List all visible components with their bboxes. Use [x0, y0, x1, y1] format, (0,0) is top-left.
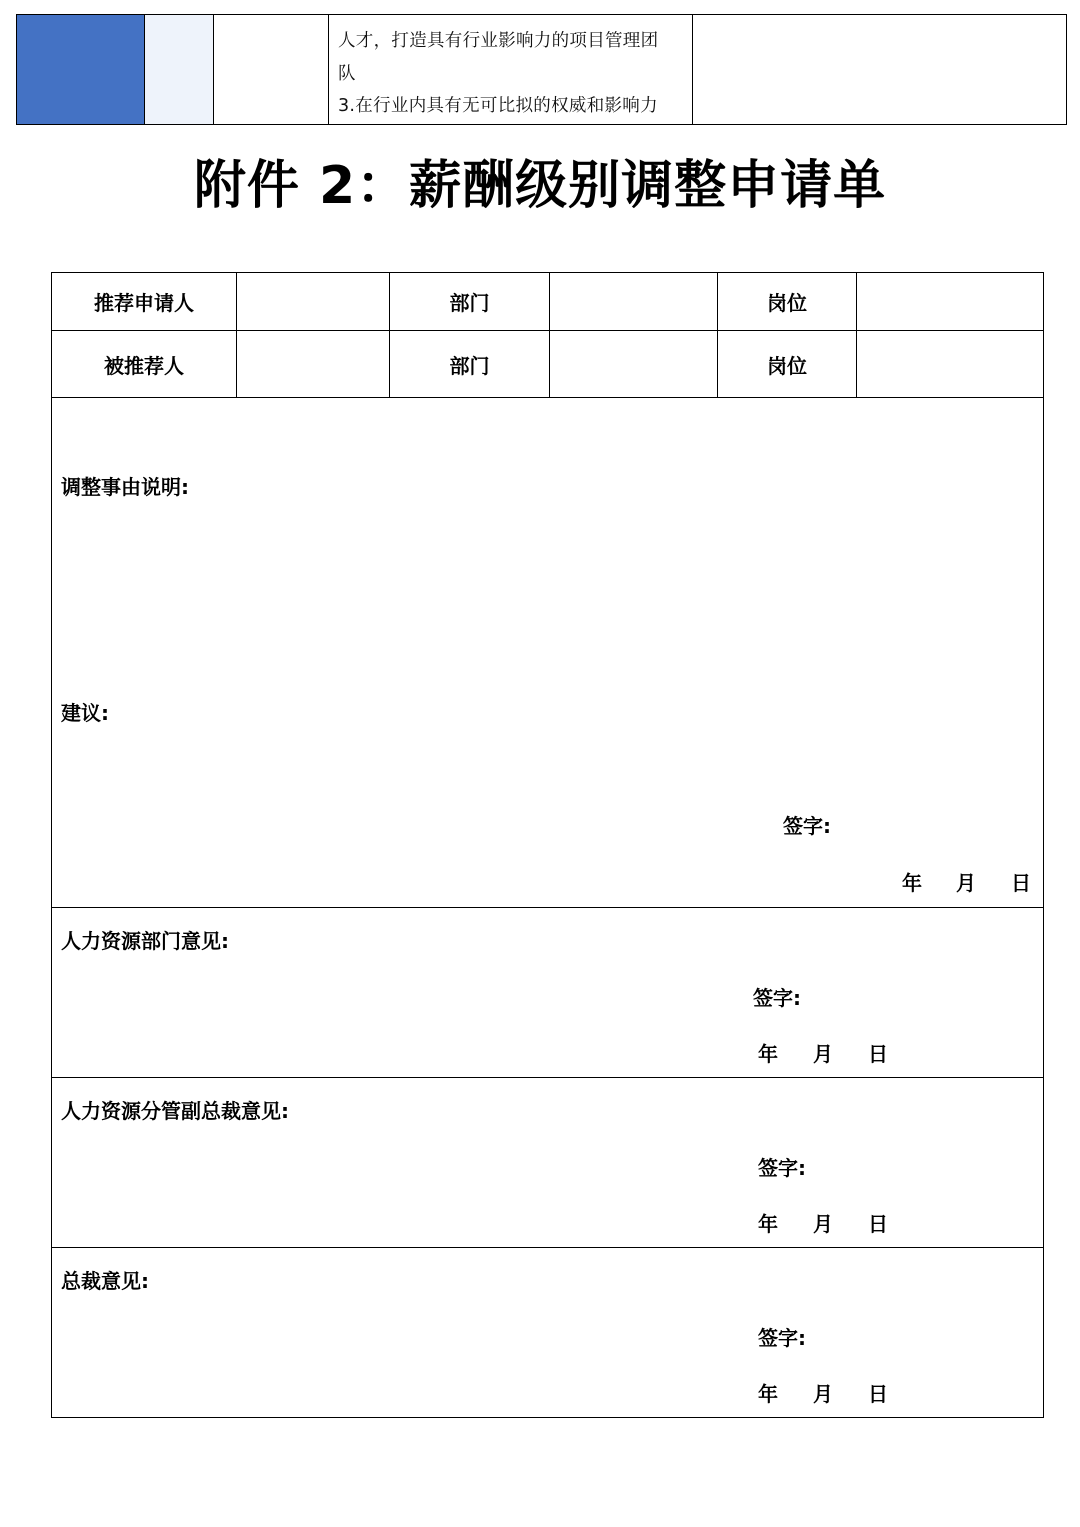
department-label: 部门: [390, 331, 550, 398]
year-label: 年: [758, 1212, 778, 1236]
suggestion-label: 建议:: [61, 701, 109, 725]
department-label: 部门: [390, 273, 550, 331]
recommended-row: [52, 331, 1044, 398]
month-label: 月: [813, 1212, 833, 1236]
recommender-label: 推荐申请人: [52, 273, 237, 331]
page-title: 附件 2：薪酬级别调整申请单: [193, 156, 887, 216]
month-label: 月: [813, 1382, 833, 1406]
recommended-department-field[interactable]: [550, 331, 718, 398]
date-line: [758, 1378, 893, 1406]
signature-label: 签字:: [753, 986, 801, 1010]
day-label: 日: [868, 1212, 888, 1236]
recommended-label: 被推荐人: [52, 331, 237, 398]
recommended-name-field[interactable]: [237, 331, 390, 398]
recommender-row: [52, 273, 1044, 331]
day-label: 日: [868, 1382, 888, 1406]
position-label: 岗位: [718, 273, 857, 331]
month-label: 月: [956, 871, 976, 895]
recommender-position-field[interactable]: [857, 273, 1044, 331]
empty-cell: [693, 15, 1067, 125]
year-label: 年: [758, 1382, 778, 1406]
recommender-name-field[interactable]: [237, 273, 390, 331]
hr-dept-section: [52, 908, 1044, 1078]
ceo-opinion-field[interactable]: [52, 1248, 1044, 1418]
empty-cell: [214, 15, 329, 125]
signature-label: 签字:: [758, 1156, 806, 1180]
reason-field[interactable]: [52, 398, 1044, 908]
fragment-line: 人才，打造具有行业影响力的项目管理团: [338, 31, 659, 51]
previous-table-fragment: [16, 14, 1067, 125]
blue-header-cell: [17, 15, 145, 125]
year-label: 年: [758, 1042, 778, 1066]
recommended-position-field[interactable]: [857, 331, 1044, 398]
signature-label: 签字:: [758, 1326, 806, 1350]
salary-adjustment-form: [51, 272, 1044, 1418]
ceo-section: [52, 1248, 1044, 1418]
hr-vp-opinion-field[interactable]: [52, 1078, 1044, 1248]
light-blue-cell: [145, 15, 214, 125]
hr-vp-opinion-label: 人力资源分管副总裁意见:: [61, 1099, 289, 1123]
hr-dept-opinion-field[interactable]: [52, 908, 1044, 1078]
signature-label: 签字:: [783, 814, 831, 838]
fragment-line: 3.在行业内具有无可比拟的权威和影响力: [338, 96, 658, 116]
reason-section: [52, 398, 1044, 908]
year-label: 年: [902, 871, 922, 895]
month-label: 月: [813, 1042, 833, 1066]
requirement-text-cell: [329, 15, 693, 125]
recommender-department-field[interactable]: [550, 273, 718, 331]
hr-dept-opinion-label: 人力资源部门意见:: [61, 929, 229, 953]
date-line: [758, 1038, 893, 1066]
ceo-opinion-label: 总裁意见:: [61, 1269, 149, 1293]
date-line: [758, 1208, 893, 1236]
day-label: 日: [1011, 871, 1031, 895]
position-label: 岗位: [718, 331, 857, 398]
hr-vp-section: [52, 1078, 1044, 1248]
fragment-line: 队: [338, 63, 356, 84]
reason-label: 调整事由说明:: [61, 475, 189, 499]
date-line: [902, 867, 1037, 895]
day-label: 日: [868, 1042, 888, 1066]
